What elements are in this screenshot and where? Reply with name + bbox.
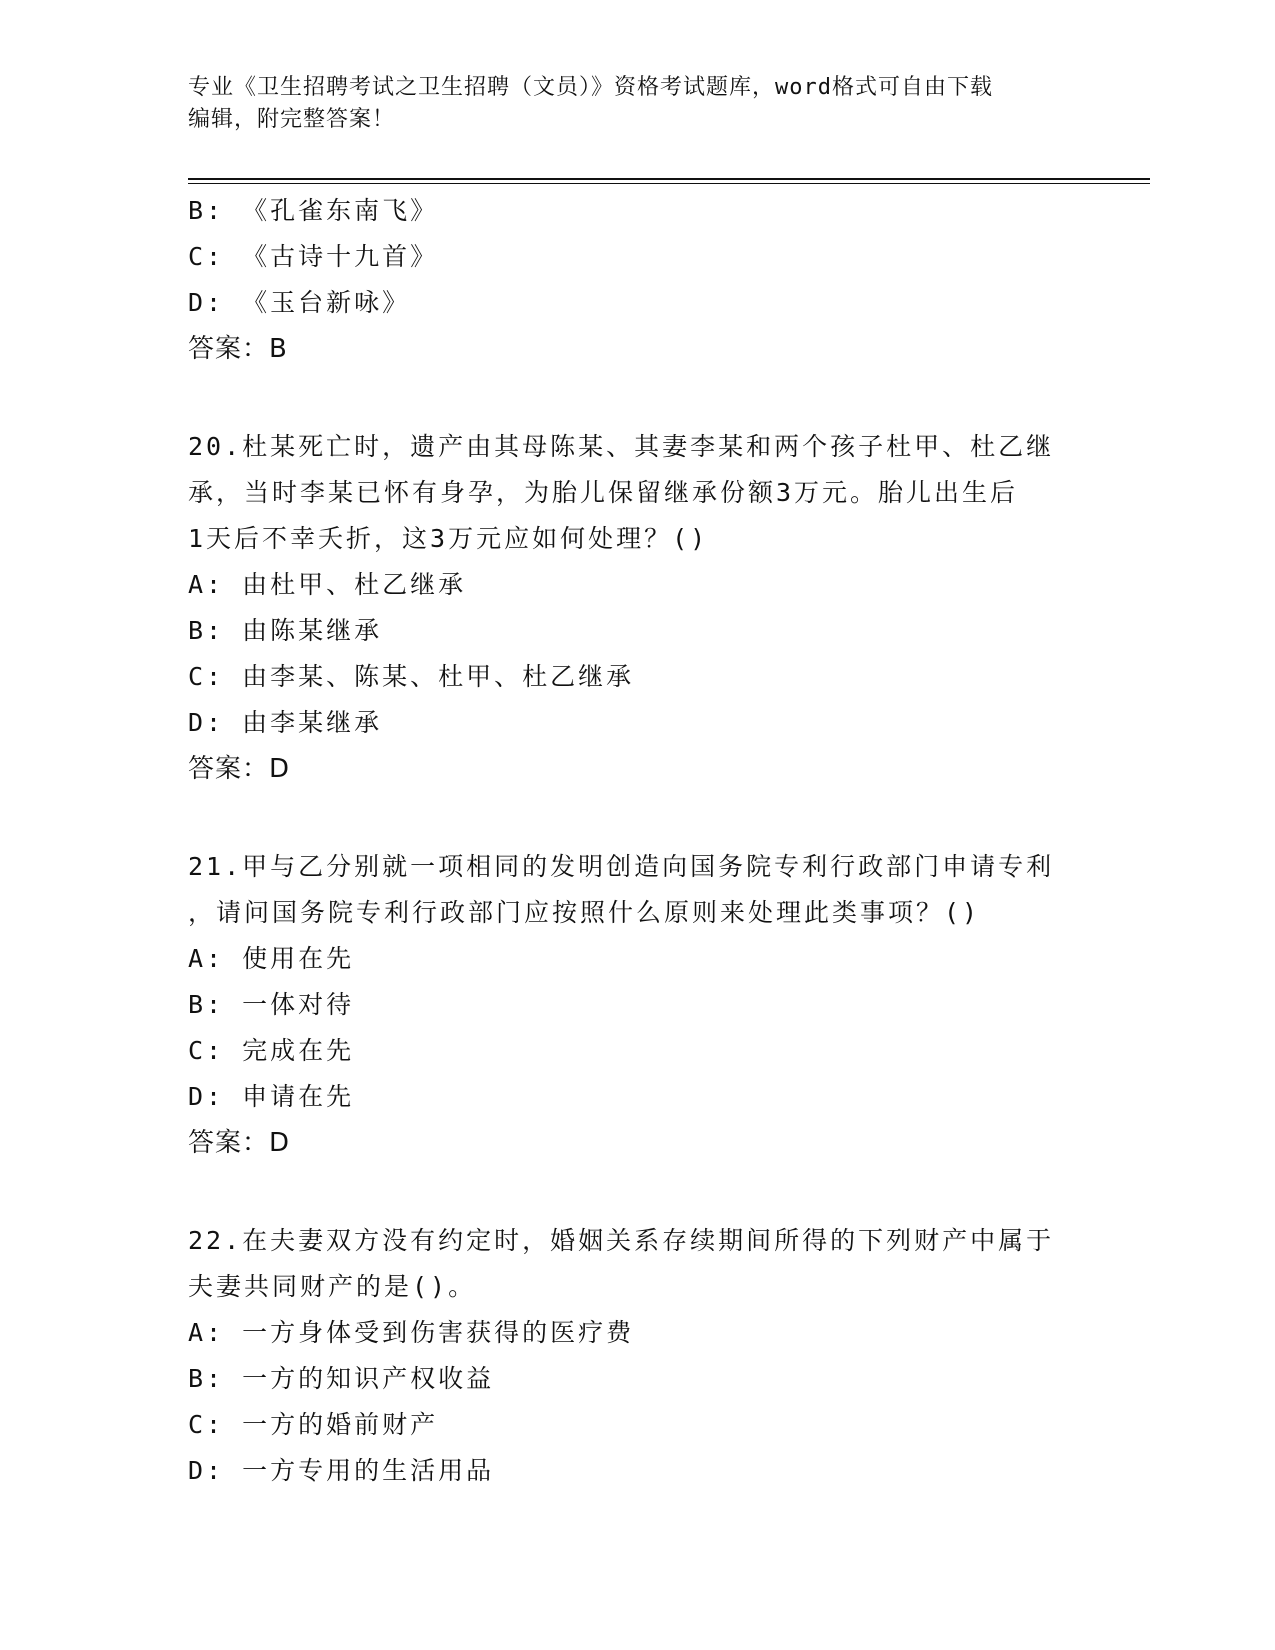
header-rule-thin	[188, 183, 1150, 184]
question-text-line: 夫妻共同财产的是()。	[188, 1272, 477, 1301]
option-c: C: 由李某、陈某、杜甲、杜乙继承	[188, 662, 635, 691]
answer-line: 答案：D	[188, 1128, 291, 1158]
option-b: B: 一方的知识产权收益	[188, 1364, 495, 1393]
question-22	[188, 1218, 1088, 1494]
option-b: B: 由陈某继承	[188, 616, 383, 645]
spacer	[188, 792, 1088, 844]
answer-line: 答案：B	[188, 334, 288, 364]
document-body	[188, 188, 1088, 1494]
option-c: C: 《古诗十九首》	[188, 242, 439, 271]
header-line-1: 专业《卫生招聘考试之卫生招聘（文员）》资格考试题库，word格式可自由下载	[188, 75, 993, 100]
option-d: D: 由李某继承	[188, 708, 383, 737]
question-text-line: 20.杜某死亡时，遗产由其母陈某、其妻李某和两个孩子杜甲、杜乙继	[188, 432, 1055, 461]
header-rule-thick	[188, 178, 1150, 180]
prev-question	[188, 188, 1088, 372]
option-a: A: 一方身体受到伤害获得的医疗费	[188, 1318, 635, 1347]
question-20	[188, 424, 1088, 792]
option-d: D: 申请在先	[188, 1082, 355, 1111]
option-a: A: 由杜甲、杜乙继承	[188, 570, 467, 599]
spacer	[188, 372, 1088, 424]
answer-line: 答案：D	[188, 754, 291, 784]
question-text-line: ，请问国务院专利行政部门应按照什么原则来处理此类事项？()	[188, 898, 981, 927]
question-text-line: 承，当时李某已怀有身孕，为胎儿保留继承份额3万元。胎儿出生后	[188, 478, 1019, 507]
question-text-line: 22.在夫妻双方没有约定时，婚姻关系存续期间所得的下列财产中属于	[188, 1226, 1055, 1255]
question-text-line: 21.甲与乙分别就一项相同的发明创造向国务院专利行政部门申请专利	[188, 852, 1055, 881]
option-d: D: 《玉台新咏》	[188, 288, 411, 317]
option-d: D: 一方专用的生活用品	[188, 1456, 495, 1485]
option-b: B: 《孔雀东南飞》	[188, 196, 439, 225]
document-header	[188, 72, 1088, 136]
option-c: C: 一方的婚前财产	[188, 1410, 439, 1439]
option-c: C: 完成在先	[188, 1036, 355, 1065]
option-b: B: 一体对待	[188, 990, 355, 1019]
option-a: A: 使用在先	[188, 944, 355, 973]
spacer	[188, 1166, 1088, 1218]
question-21	[188, 844, 1088, 1166]
question-text-line: 1天后不幸夭折，这3万元应如何处理？()	[188, 524, 709, 553]
header-line-2: 编辑，附完整答案！	[188, 107, 396, 132]
